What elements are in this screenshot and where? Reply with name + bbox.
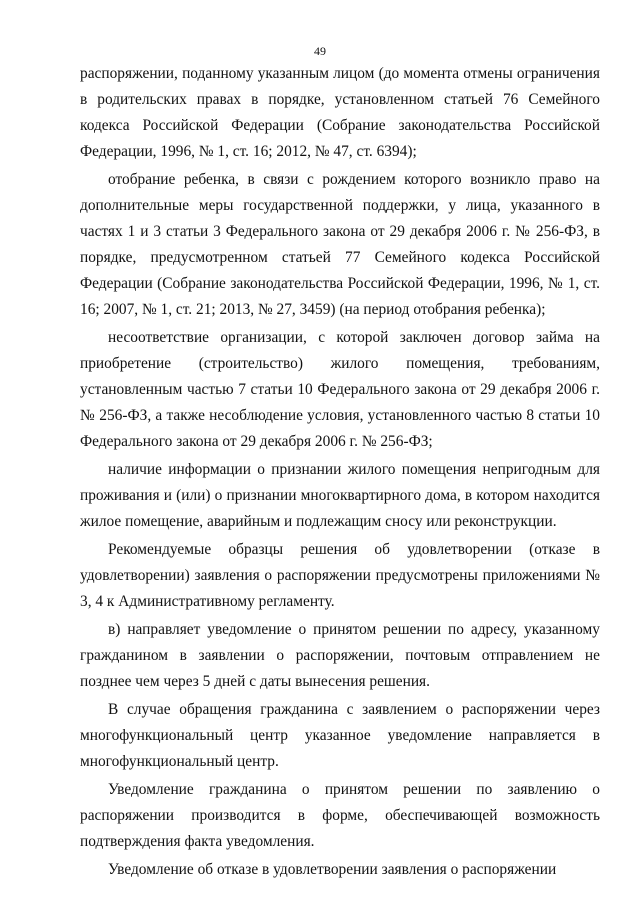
page-number: 49 (314, 44, 326, 58)
paragraph-notification-form: Уведомление гражданина о принятом решении по заявлению о распоряжении производится в форме, обеспечивающей возможность подтверждения факта уведомления. (80, 781, 600, 850)
paragraph-loan-organization: несоответствие организации, с которой заключен договор займа на приобретение (строительство) жилого помещения, требованиям, установленным частью 7 статьи 10 Федерального закона от 29 декабря 2006 г. № 256-ФЗ, а также несоблюдение условия, установленного частью 8 статьи 10 Федерального закона от 29 декабря 2006 г. № 256-ФЗ; (80, 329, 600, 450)
paragraph-continuation: распоряжении, поданному указанным лицом (до момента отмены ограничения в родительских правах в порядке, установленном статьей 76 Семейного кодекса Российской Федерации (Собрание законодательства Российской Федерации, 1996, № 1, ст. 16; 2012, № 47, ст. 6394); (80, 65, 600, 160)
paragraph-refusal-notification: Уведомление об отказе в удовлетворении заявления о распоряжении (108, 861, 557, 878)
paragraph-child-removal: отобрание ребенка, в связи с рождением которого возникло право на дополнительные меры государственной поддержки, у лица, указанного в частях 1 и 3 статьи 3 Федерального закона от 29 декабря 2006 г. № 256-ФЗ, в порядке, предусмотренном статьей 77 Семейного кодекса Российской Федерации (Собрание законодательства Российской Федерации, 1996, № 1, ст. 16; 2007, № 1, ст. 21; 2013, № 27, 3459) (на период отобрания ребенка); (80, 171, 600, 318)
paragraph-recommended-forms: Рекомендуемые образцы решения об удовлетворении (отказе в удовлетворении) заявления о распоряжении предусмотрены приложениями № 3, 4 к Административному регламенту. (80, 541, 600, 610)
paragraph-mfc-notification: В случае обращения гражданина с заявлением о распоряжении через многофункциональный центр указанное уведомление направляется в многофункциональный центр. (80, 701, 600, 770)
paragraph-housing-unfit: наличие информации о признании жилого помещения непригодным для проживания и (или) о признании многоквартирного дома, в котором находится жилое помещение, аварийным и подлежащим сносу или реконструкции. (80, 461, 600, 530)
document-body (80, 61, 600, 883)
paragraph-notification-mail: в) направляет уведомление о принятом решении по адресу, указанному гражданином в заявлении о распоряжении, почтовым отправлением не позднее чем через 5 дней с даты вынесения решения. (80, 621, 600, 690)
